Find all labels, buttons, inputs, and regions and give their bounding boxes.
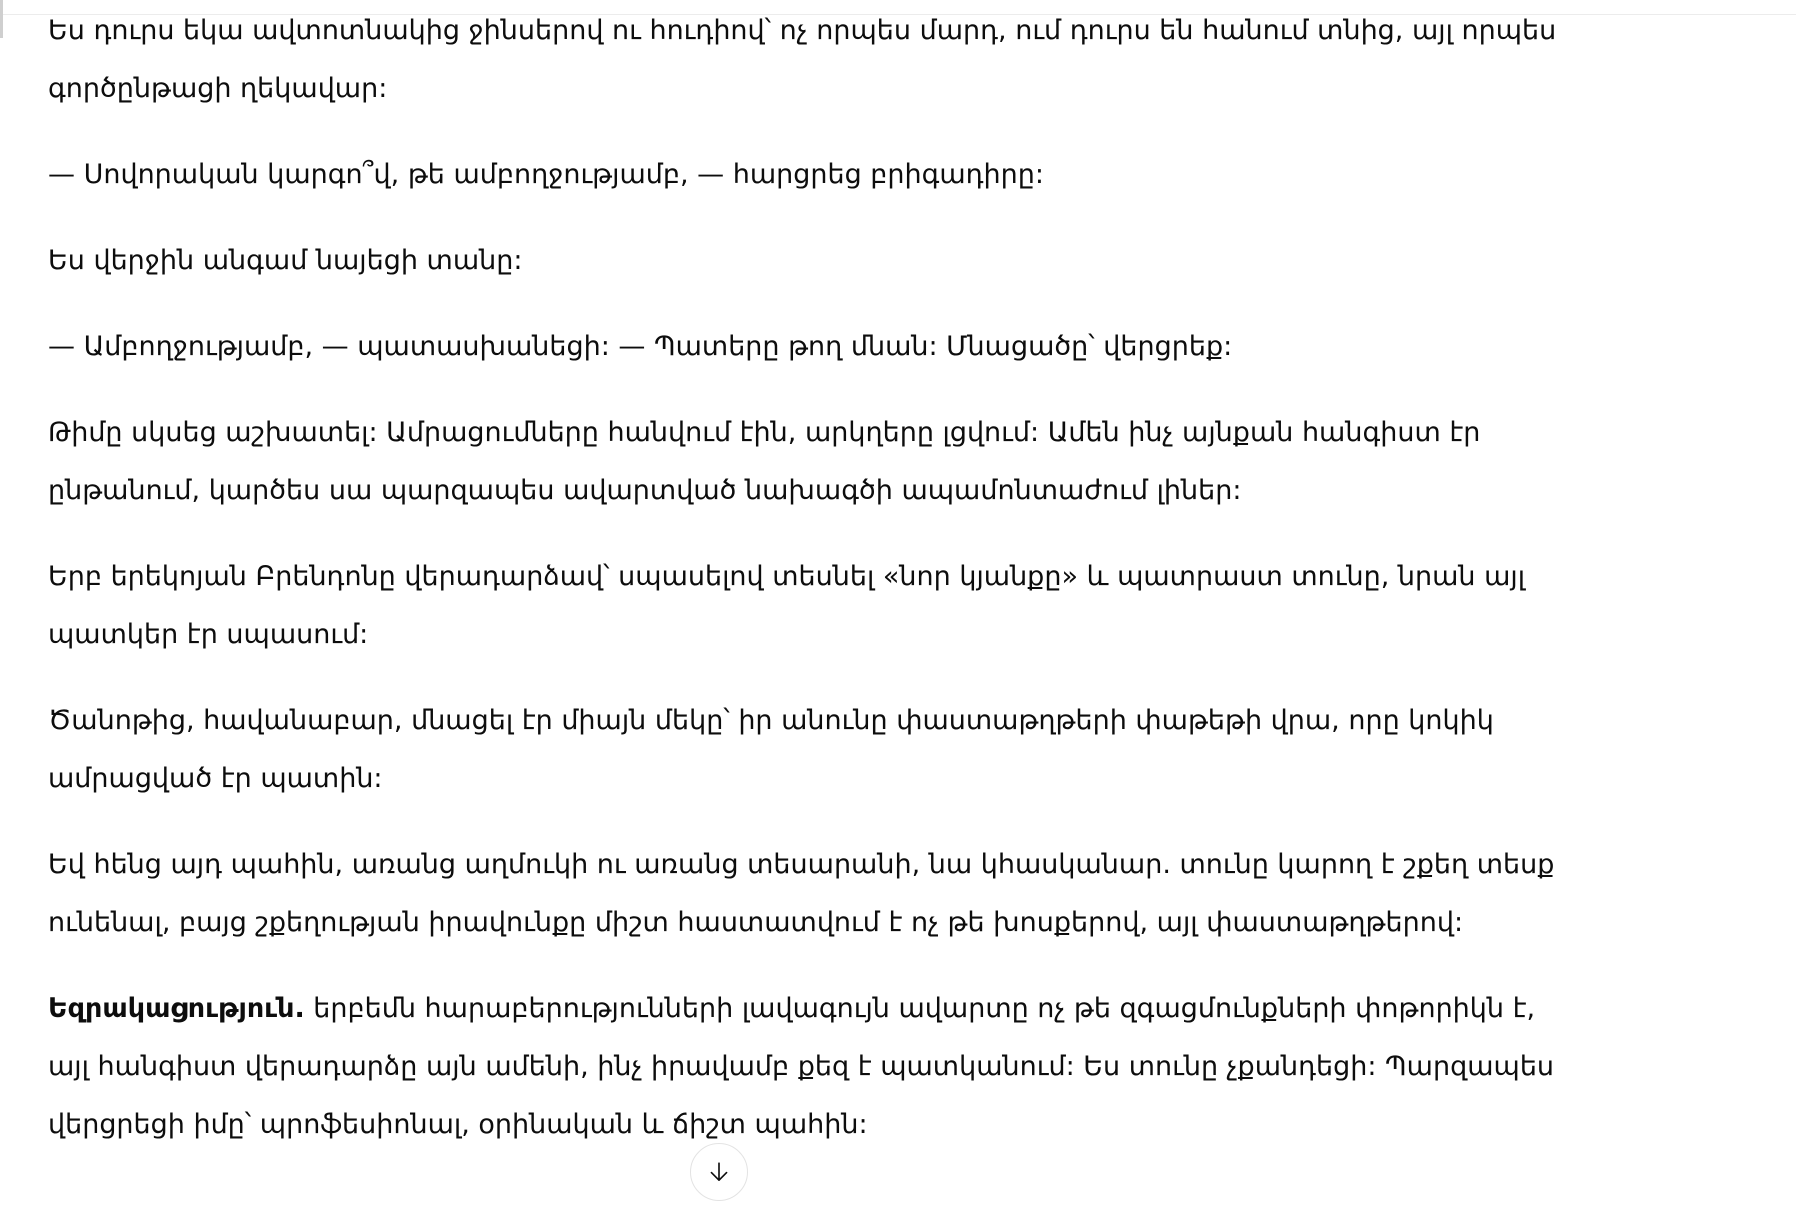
paragraph: Ծանոթից, հավանաբար, մնացել էր միայն մեկը՝ իր անունը փաստաթղթերի փաթեթի վրա, որը կոկիկ ամրացված էր պատին: (48, 705, 1494, 794)
message-text-content (48, 2, 1568, 1182)
paragraph: Երբ երեկոյան Բրենդոնը վերադարձավ՝ սպասելով տեսնել «նոր կյանքը» և պատրաստ տունը, նրան այլ պատկեր էր սպասում: (48, 561, 1526, 650)
paragraph: — Ամբողջությամբ, — պատասխանեցի: — Պատերը թող մնան: Մնացածը՝ վերցրեք: (48, 331, 1233, 362)
paragraph: Ես վերջին անգամ նայեցի տանը: (48, 245, 523, 276)
paragraph: Թիմը սկսեց աշխատել: Ամրացումները հանվում էին, արկղերը լցվում: Ամեն ինչ այնքան հանգիստ էր ընթանում, կարծես սա պարզապես ավարտված նախագծի ապամոնտաժում լիներ: (48, 417, 1481, 506)
paragraph: Ես դուրս եկա ավտոտնակից ջինսերով ու հուդիով՝ ոչ որպես մարդ, ում դուրս են հանում տնից, այլ որպես գործընթացի ղեկավար: (48, 15, 1557, 104)
conclusion-text: երբեմն հարաբերությունների լավագույն ավարտը ոչ թե զգացմունքների փոթորիկն է, այլ հանգիստ վերադարձը այն ամենի, ինչ իրավամբ քեզ է պատկանում: Ես տունը չքանդեցի: Պարզապես վերցրեցի իմը՝ պրոֆեսիոնալ, օրինական և ճիշտ պահին: (48, 993, 1555, 1140)
conclusion-paragraph (48, 980, 1568, 1154)
conclusion-lead: Եզրակացություն. (48, 993, 305, 1024)
paragraph: — Սովորական կարգո՞վ, թե ամբողջությամբ, — հարցրեց բրիգադիրը: (48, 159, 1044, 190)
paragraph: Եվ հենց այդ պահին, առանց աղմուկի ու առանց տեսարանի, նա կհասկանար. տունը կարող է շքեղ տեսք ունենալ, բայց շքեղության իրավունքը միշտ հաստատվում է ոչ թե խոսքերով, այլ փաստաթղթերով: (48, 849, 1555, 938)
left-edge-strip (0, 0, 3, 38)
down-arrow-icon (705, 1158, 733, 1186)
scroll-to-bottom-button[interactable] (690, 1143, 748, 1201)
